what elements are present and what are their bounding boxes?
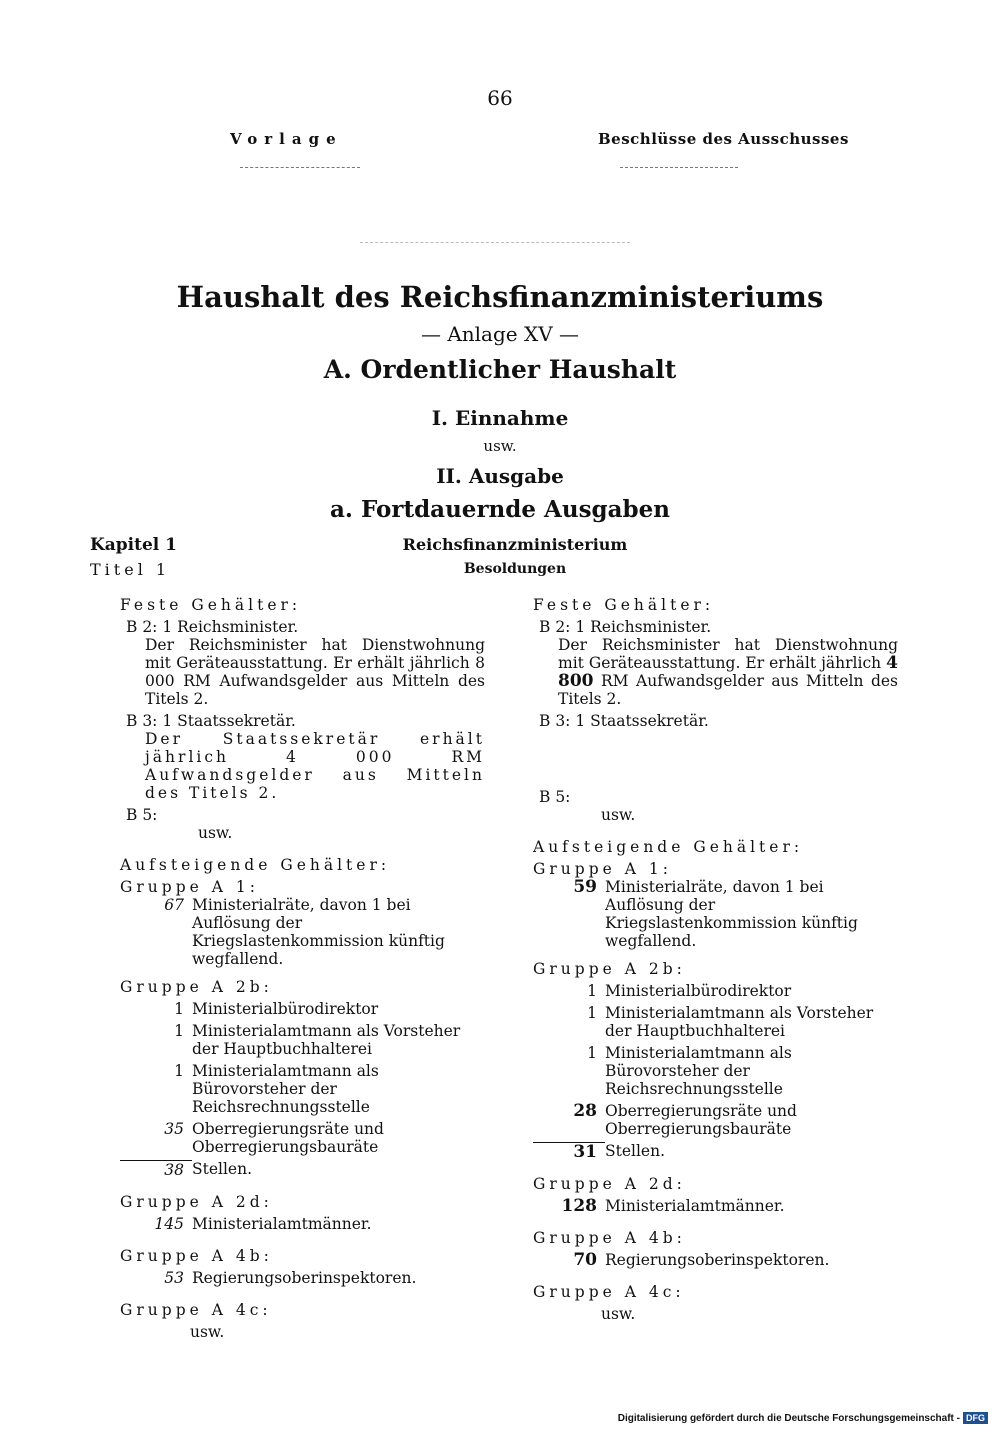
usw-text: usw. bbox=[601, 1305, 636, 1323]
divider bbox=[360, 242, 630, 243]
usw-text: usw. bbox=[190, 1323, 225, 1341]
item-text: Regierungsoberinspektoren. bbox=[605, 1251, 830, 1269]
group-label: Gruppe A 2b: bbox=[120, 978, 273, 996]
total-row bbox=[120, 1160, 485, 1179]
list-item bbox=[120, 1120, 485, 1156]
list-item bbox=[533, 1004, 898, 1040]
count: 128 bbox=[561, 1196, 597, 1216]
group-label: Gruppe A 4b: bbox=[120, 1247, 273, 1265]
title-label: Titel 1 bbox=[90, 560, 171, 579]
count: 1 bbox=[174, 1000, 184, 1018]
item-text: Ministerialamtmänner. bbox=[605, 1197, 785, 1215]
page-number: 66 bbox=[487, 86, 513, 110]
item-text: Ministerialamtmann als Vorsteher der Hauptbuchhalterei bbox=[192, 1022, 461, 1058]
count: 70 bbox=[573, 1250, 597, 1270]
count: 67 bbox=[164, 896, 184, 914]
part-note: usw. bbox=[483, 437, 517, 455]
entry-b5: B 5: bbox=[126, 806, 158, 824]
group-label: Gruppe A 2b: bbox=[533, 960, 686, 978]
count: 59 bbox=[573, 877, 597, 897]
footer-text: Digitalisierung gefördert durch die Deutsche Forschungsgemeinschaft - bbox=[617, 1412, 960, 1424]
column-header-vorlage: Vorlage bbox=[230, 130, 343, 148]
list-item bbox=[533, 1197, 898, 1215]
note-b2: Der Reichsminister hat Dienstwohnung mit Geräteausstattung. Er erhält jährlich 8 000 RM Aufwandsgelder aus Mitteln des Titels 2. bbox=[145, 636, 485, 708]
item-text: Ministerialräte, davon 1 bei Auflösung der Kriegslastenkommission künftig wegfallend. bbox=[192, 896, 445, 968]
subsection-heading: a. Fortdauernde Ausgaben bbox=[330, 496, 670, 523]
part-heading-einnahme: I. Einnahme bbox=[431, 406, 569, 430]
item-text: Oberregierungsräte und Oberregierungsbauräte bbox=[605, 1102, 797, 1138]
item-text: Ministerialbürodirektor bbox=[192, 1000, 379, 1018]
group-label: Gruppe A 2d: bbox=[533, 1175, 686, 1193]
section-label: Feste Gehälter: bbox=[533, 596, 715, 614]
item-text: Oberregierungsräte und Oberregierungsbauräte bbox=[192, 1120, 384, 1156]
list-item bbox=[533, 1251, 898, 1269]
item-text: Ministerialamtmann als Vorsteher der Hauptbuchhalterei bbox=[605, 1004, 874, 1040]
list-item bbox=[533, 1044, 898, 1098]
total-text: Stellen. bbox=[605, 1142, 666, 1160]
group-label: Gruppe A 1: bbox=[533, 860, 672, 878]
part-heading-ausgabe: II. Ausgabe bbox=[436, 464, 564, 488]
count: 28 bbox=[573, 1101, 597, 1121]
dfg-logo: DFG bbox=[963, 1412, 988, 1424]
count: 1 bbox=[587, 982, 597, 1000]
amount: 4 800 bbox=[558, 653, 898, 691]
item-text: Ministerialamtmann als Bürovorsteher der Reichsrechnungsstelle bbox=[192, 1062, 379, 1116]
list-item bbox=[120, 1062, 485, 1116]
entry-b3: B 3: 1 Staatssekretär. bbox=[539, 712, 709, 730]
usw-text: usw. bbox=[198, 824, 233, 842]
total-count: 38 bbox=[120, 1160, 192, 1179]
document-title: Haushalt des Reichsfinanzministeriums bbox=[176, 280, 824, 314]
entry-b2: B 2: 1 Reichsminister. bbox=[126, 618, 299, 636]
anlage-label: — Anlage XV — bbox=[420, 322, 580, 346]
count: 35 bbox=[164, 1120, 184, 1138]
item-text: Ministerialamtmann als Bürovorsteher der Reichsrechnungsstelle bbox=[605, 1044, 792, 1098]
list-item bbox=[120, 1269, 485, 1287]
item-text: Ministerialräte, davon 1 bei Auflösung der Kriegslastenkommission künftig wegfallend. bbox=[605, 878, 858, 950]
total-row bbox=[533, 1142, 898, 1161]
count: 1 bbox=[587, 1044, 597, 1062]
divider bbox=[240, 167, 360, 168]
list-item bbox=[120, 1022, 485, 1058]
group-label: Gruppe A 4b: bbox=[533, 1229, 686, 1247]
total-text: Stellen. bbox=[192, 1160, 253, 1178]
group-label: Gruppe A 1: bbox=[120, 878, 259, 896]
count: 53 bbox=[164, 1269, 184, 1287]
section-label: Feste Gehälter: bbox=[120, 596, 302, 614]
entry-b3: B 3: 1 Staatssekretär. bbox=[126, 712, 296, 730]
item-text: Ministerialbürodirektor bbox=[605, 982, 792, 1000]
count: 1 bbox=[174, 1062, 184, 1080]
beschluesse-column bbox=[533, 596, 898, 1323]
vorlage-column bbox=[120, 596, 485, 1341]
count: 145 bbox=[154, 1215, 184, 1233]
count: 1 bbox=[587, 1004, 597, 1022]
footer bbox=[618, 1412, 988, 1424]
section-label: Aufsteigende Gehälter: bbox=[533, 838, 804, 856]
list-item bbox=[533, 982, 898, 1000]
group-label: Gruppe A 2d: bbox=[120, 1193, 273, 1211]
item-text: Ministerialamtmänner. bbox=[192, 1215, 372, 1233]
divider bbox=[620, 167, 738, 168]
group-label: Gruppe A 4c: bbox=[120, 1301, 272, 1319]
item-text: Regierungsoberinspektoren. bbox=[192, 1269, 417, 1287]
list-item bbox=[120, 1215, 485, 1233]
section-label: Aufsteigende Gehälter: bbox=[120, 856, 391, 874]
title-name: Besoldungen bbox=[463, 561, 567, 577]
usw-text: usw. bbox=[601, 806, 636, 824]
total-count: 31 bbox=[533, 1142, 605, 1161]
list-item bbox=[533, 878, 898, 950]
chapter-name: Reichsfinanzministerium bbox=[402, 535, 628, 554]
column-header-beschluesse: Beschlüsse des Ausschusses bbox=[598, 130, 849, 148]
list-item bbox=[120, 1000, 485, 1018]
group-label: Gruppe A 4c: bbox=[533, 1283, 685, 1301]
note-b2 bbox=[533, 636, 898, 708]
count: 1 bbox=[174, 1022, 184, 1040]
list-item bbox=[533, 1102, 898, 1138]
note-text-end: RM Aufwandsgelder aus Mitteln des Titels 2. bbox=[558, 672, 898, 708]
entry-b2: B 2: 1 Reichsminister. bbox=[539, 618, 712, 636]
list-item bbox=[120, 896, 485, 968]
chapter-label: Kapitel 1 bbox=[90, 535, 178, 555]
section-heading: A. Ordentlicher Haushalt bbox=[323, 355, 677, 384]
note-b3: Der Staatssekretär erhält jährlich 4 000 RM Aufwandsgelder aus Mitteln des Titels 2. bbox=[145, 730, 485, 802]
note-text: Der Reichsminister hat Dienstwohnung mit Geräteausstattung. Er erhält jährlich bbox=[558, 636, 898, 672]
entry-b5: B 5: bbox=[539, 788, 571, 806]
